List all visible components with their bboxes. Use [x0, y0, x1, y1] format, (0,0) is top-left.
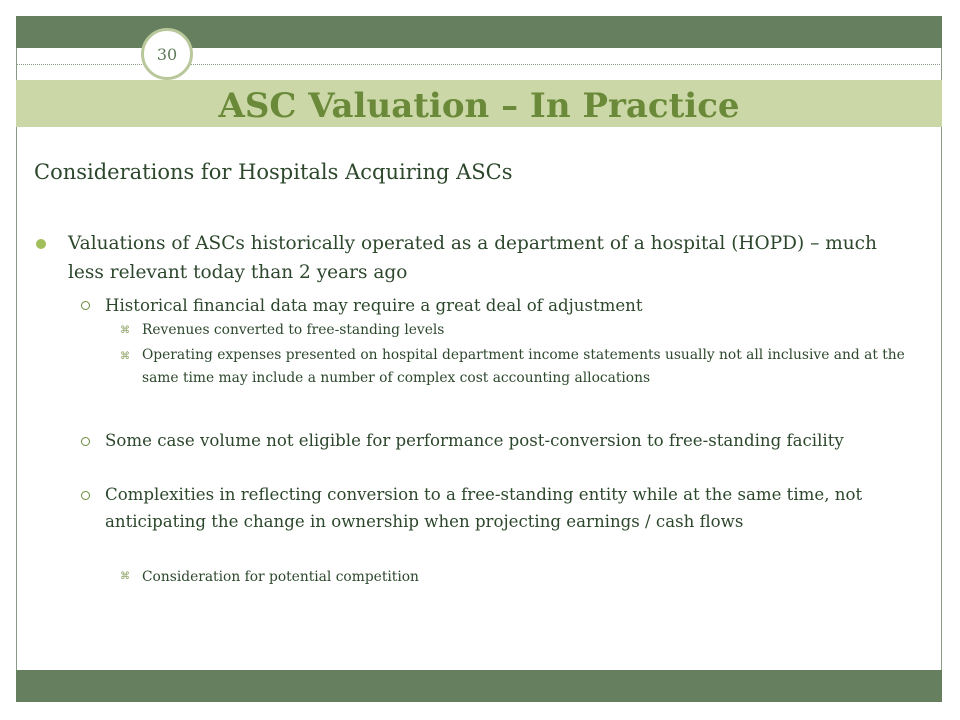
list-item-text: Some case volume not eligible for performance post-conversion to free-standing facility	[105, 431, 844, 450]
list-item	[142, 319, 922, 342]
list-item-text: Historical financial data may require a great deal of adjustment	[105, 296, 643, 315]
filled-circle-bullet-icon	[36, 239, 46, 249]
ring-bullet-icon	[81, 491, 90, 500]
list-item-text: Revenues converted to free-standing levels	[142, 322, 445, 338]
list-item-text: Operating expenses presented on hospital department income statements usually not all inclusive and at the same time may include a number of complex cost accounting allocations	[142, 347, 905, 386]
list-item	[105, 481, 910, 535]
cross-bullet-icon: ⌘	[120, 325, 130, 336]
slide-title: ASC Valuation – In Practice	[218, 86, 740, 126]
slide-subtitle: Considerations for Hospitals Acquiring ASCs	[34, 160, 513, 184]
cross-bullet-icon: ⌘	[120, 571, 130, 582]
page-number: 30	[156, 44, 178, 64]
ring-bullet-icon	[81, 301, 90, 310]
list-item	[105, 292, 905, 319]
list-item	[105, 427, 885, 454]
list-item-text: Valuations of ASCs historically operated as a department of a hospital (HOPD) – much less relevant today than 2 years ago	[68, 233, 877, 283]
list-item	[142, 344, 917, 390]
list-item	[68, 229, 908, 287]
list-item	[142, 566, 922, 589]
list-item-text: Consideration for potential competition	[142, 569, 419, 585]
cross-bullet-icon: ⌘	[120, 351, 130, 362]
ring-bullet-icon	[81, 437, 90, 446]
list-item-text: Complexities in reflecting conversion to a free-standing entity while at the same time, not anticipating the change in ownership when projecting earnings / cash flows	[105, 485, 863, 531]
